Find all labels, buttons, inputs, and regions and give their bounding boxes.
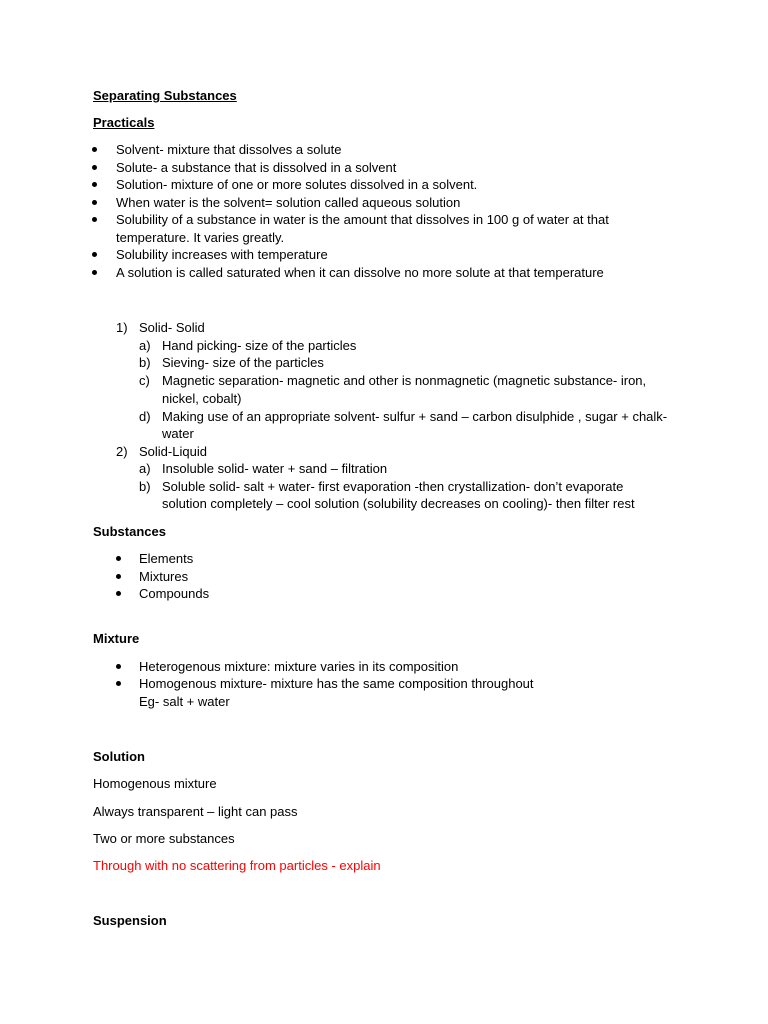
mixture-item: Homogenous mixture- mixture has the same composition throughout (139, 676, 534, 691)
sub-item-continued: solution completely – cool solution (solubility decreases on cooling)- then filter rest (162, 496, 635, 511)
list-letter: a) (139, 338, 151, 353)
bullet-icon (92, 270, 97, 275)
bullet-icon (116, 574, 121, 579)
list-letter: c) (139, 373, 150, 388)
solution-line: Always transparent – light can pass (93, 804, 298, 819)
list-letter: b) (139, 355, 151, 370)
sub-item-continued: nickel, cobalt) (162, 391, 242, 406)
list-letter: d) (139, 409, 151, 424)
bullet-icon (116, 591, 121, 596)
sub-item: Magnetic separation- magnetic and other is nonmagnetic (magnetic substance- iron, (162, 373, 647, 388)
bullet-icon (116, 556, 121, 561)
bullet-icon (92, 252, 97, 257)
bullet-icon (92, 200, 97, 205)
substances-heading: Substances (93, 524, 166, 539)
bullet-icon (116, 681, 121, 686)
sub-item: Making use of an appropriate solvent- sulfur + sand – carbon disulphide , sugar + chalk- (162, 409, 668, 424)
list-letter: a) (139, 461, 151, 476)
sub-item: Soluble solid- salt + water- first evaporation -then crystallization- don’t evaporate (162, 479, 624, 494)
sub-item: Sieving- size of the particles (162, 355, 324, 370)
solution-line: Homogenous mixture (93, 776, 217, 791)
practicals-item-continued: temperature. It varies greatly. (116, 230, 285, 245)
practicals-heading: Practicals (93, 115, 155, 130)
document-title: Separating Substances (93, 88, 237, 103)
bullet-icon (92, 165, 97, 170)
practicals-item: Solubility of a substance in water is the amount that dissolves in 100 g of water at that (116, 212, 609, 227)
substances-item: Mixtures (139, 569, 189, 584)
bullet-icon (92, 182, 97, 187)
sub-item-continued: water (162, 426, 194, 441)
sub-item: Insoluble solid- water + sand – filtration (162, 461, 388, 476)
practicals-item: A solution is called saturated when it can dissolve no more solute at that temperature (116, 265, 604, 280)
practicals-item: Solute- a substance that is dissolved in a solvent (116, 160, 397, 175)
practicals-item: When water is the solvent= solution called aqueous solution (116, 195, 461, 210)
practicals-item: Solution- mixture of one or more solutes dissolved in a solvent. (116, 177, 478, 192)
mixture-heading: Mixture (93, 631, 140, 646)
bullet-icon (92, 217, 97, 222)
sub-item: Hand picking- size of the particles (162, 338, 357, 353)
bullet-icon (92, 147, 97, 152)
solution-note-red: Through with no scattering from particles - explain (93, 858, 381, 873)
substances-item: Compounds (139, 586, 210, 601)
list-number: 1) (116, 320, 128, 335)
suspension-heading: Suspension (93, 913, 167, 928)
solution-heading: Solution (93, 749, 145, 764)
bullet-icon (116, 664, 121, 669)
practicals-item: Solvent- mixture that dissolves a solute (116, 142, 342, 157)
practicals-item: Solubility increases with temperature (116, 247, 328, 262)
list-number: 2) (116, 444, 128, 459)
mixture-item: Heterogenous mixture: mixture varies in its composition (139, 659, 459, 674)
numbered-item: Solid-Liquid (139, 444, 207, 459)
solution-line: Two or more substances (93, 831, 235, 846)
mixture-example: Eg- salt + water (139, 694, 230, 709)
numbered-item: Solid- Solid (139, 320, 205, 335)
list-letter: b) (139, 479, 151, 494)
substances-item: Elements (139, 551, 194, 566)
